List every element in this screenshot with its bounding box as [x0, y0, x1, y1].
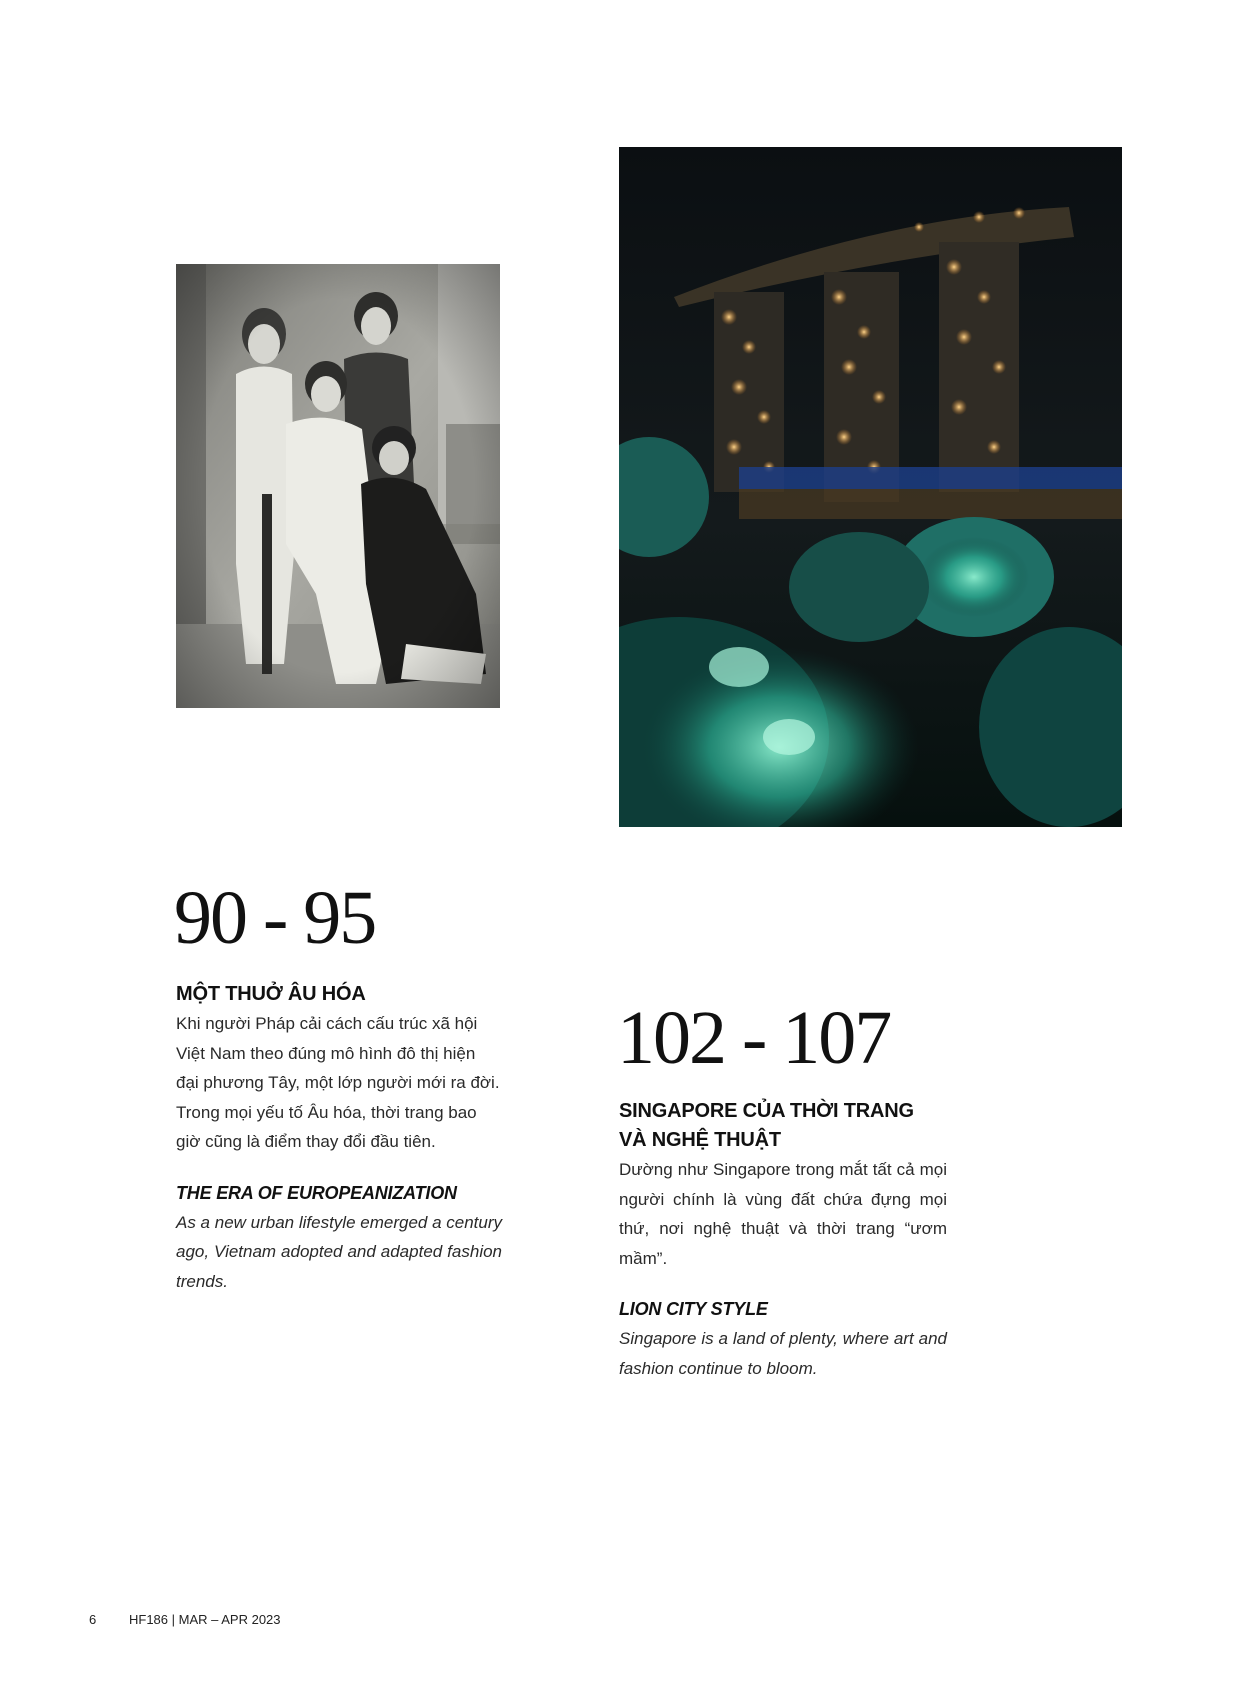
right-title-vi-line2: VÀ NGHỆ THUẬT [619, 1129, 781, 1151]
right-body-vi: Dường như Singapore trong mắt tất cả mọi người chính là vùng đất chứa đựng mọi thứ, nơi nghệ thuật và thời trang “ươm mầm”. [619, 1160, 947, 1268]
page-footer [89, 1612, 281, 1627]
left-title-en: THE ERA OF EUROPEANIZATION [176, 1182, 457, 1203]
issue-info: HF186 | MAR – APR 2023 [129, 1612, 281, 1627]
left-title-vi: MỘT THUỞ ÂU HÓA [176, 983, 366, 1005]
right-body-en: Singapore is a land of plenty, where art and fashion continue to bloom. [619, 1329, 947, 1378]
right-page-range: 102 - 107 [617, 996, 891, 1080]
left-article [176, 980, 502, 1296]
right-article [619, 1097, 947, 1383]
page-number: 6 [89, 1612, 97, 1627]
left-body-vi: Khi người Pháp cải cách cấu trúc xã hội Việt Nam theo đúng mô hình đô thị hiện đại phương Tây, một lớp người mới ra đời. Trong mọi yếu tố Âu hóa, thời trang bao giờ cũng là điểm thay đổi đầu tiên. [176, 1014, 500, 1151]
singapore-night-photo [619, 147, 1122, 827]
right-title-en: LION CITY STYLE [619, 1299, 768, 1319]
left-page-range: 90 - 95 [174, 876, 376, 960]
vintage-portrait-photo [176, 264, 500, 708]
left-body-en: As a new urban lifestyle emerged a century ago, Vietnam adopted and adapted fashion trends. [176, 1212, 503, 1291]
right-title-vi-line1: SINGAPORE CỦA THỜI TRANG [619, 1100, 914, 1122]
